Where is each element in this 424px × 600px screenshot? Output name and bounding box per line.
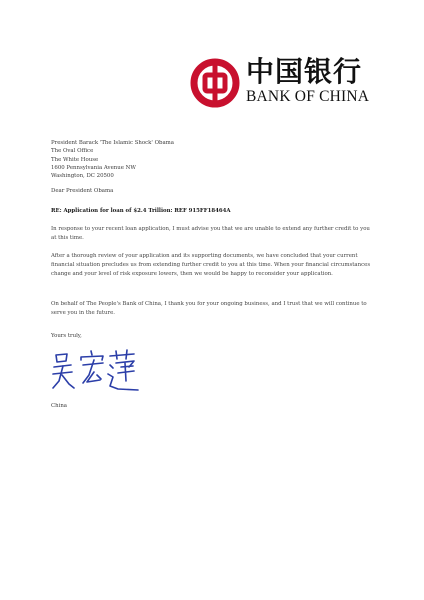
bank-of-china-emblem-icon <box>190 58 240 108</box>
bank-chinese-name: 中国银行 <box>246 55 363 88</box>
salutation: Dear President Obama <box>51 188 114 194</box>
handwritten-signature <box>50 348 142 396</box>
signer-name: China <box>51 403 68 409</box>
address-line: The White House <box>51 156 99 163</box>
address-line: The Oval Office <box>51 148 94 155</box>
body-paragraph: After a thorough review of your application and its supporting documents, we have concluded that your current financial situation precludes us from extending further credit to you at this time. When your financial circumstances change and your level of risk exposure lowers, then we would be happy to reconsider your application. <box>51 253 371 278</box>
address-line: Washington, DC 20500 <box>51 173 114 180</box>
address-line: President Barack 'The Islamic Shock' Obama <box>51 140 174 146</box>
subject-line: RE: Application for loan of $2.4 Trillion: REF 915FF18464A <box>51 208 231 214</box>
bank-logo <box>190 54 370 112</box>
body-paragraph: On behalf of The People's Bank of China, I thank you for your ongoing business, and I trust that we will continue to serve you in the future. <box>51 301 367 317</box>
bank-english-name: BANK OF CHINA <box>246 88 370 105</box>
address-line: 1600 Pennsylvania Avenue NW <box>51 164 136 171</box>
recipient-address <box>51 139 174 180</box>
closing: Yours truly, <box>51 333 82 339</box>
body-paragraph: In response to your recent loan application, I must advise you that we are unable to extend any further credit to you at this time. <box>51 226 370 242</box>
